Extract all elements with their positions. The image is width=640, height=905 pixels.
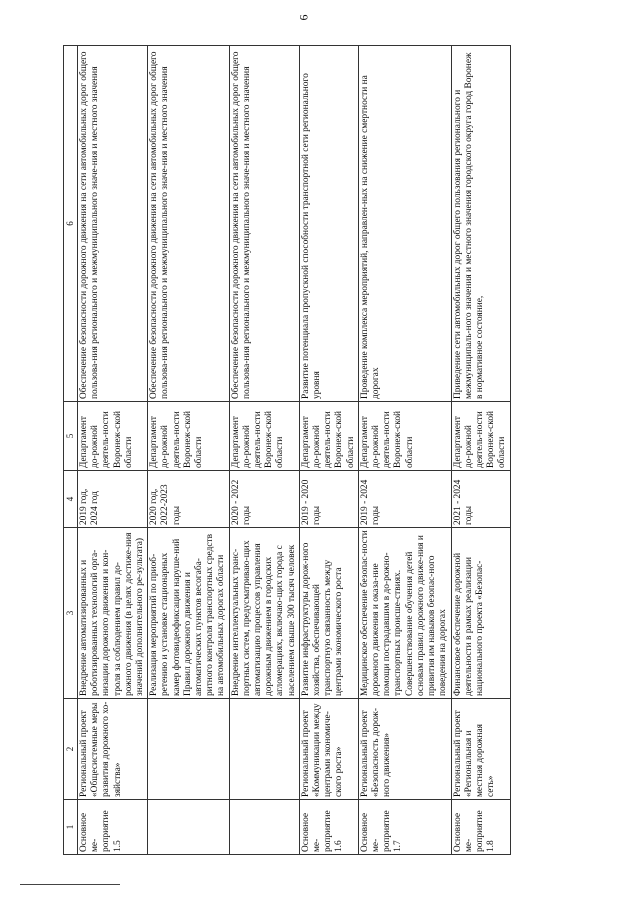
expected-result: Обеспечение безопасности дорожного движения на сети автомобильных дорог общего пользова-ния регионального и межмуниципального значе-ния и местного значения <box>148 46 229 402</box>
period: 2019 - 2020 годы <box>299 471 358 528</box>
table-row <box>451 46 510 855</box>
expected-result: Проведение комплекса мероприятий, направлен-ных на снижение смертности на дорогах <box>358 46 451 402</box>
period: 2019 - 2024 годы <box>358 471 451 528</box>
regional-project: Региональный проект «Коммуникации между центрами экономиче-ского роста» <box>299 699 358 800</box>
responsible: Департамент до-рожной деятель-ности Воронеж-ской области <box>229 402 299 471</box>
period: 2020 - 2022 годы <box>229 471 299 528</box>
page-number: 6 <box>296 14 311 21</box>
column-header-3: 3 <box>64 528 78 699</box>
activity-number: Основное ме-роприятие 1.8 <box>451 800 510 855</box>
period: 2019 год, 2024 год <box>78 471 148 528</box>
responsible: Департамент до-рожной деятель-ности Воронеж-ской области <box>451 402 510 471</box>
regional-project <box>148 699 229 800</box>
responsible: Департамент до-рожной деятель-ности Воронеж-ской области <box>78 402 148 471</box>
responsible: Департамент до-рожной деятель-ности Воронеж-ской области <box>299 402 358 471</box>
regional-project: Региональный проект «Общесистемные меры развития дорожного хо-зяйства» <box>78 699 148 800</box>
expected-result: Обеспечение безопасности дорожного движения на сети автомобильных дорог общего пользова-ния регионального и межмуниципального значе-ния и местного значения <box>78 46 148 402</box>
table-row <box>78 46 148 855</box>
activity-description: Внедрение интеллектуальных транс-портных систем, предусматриваю-щих автоматизацию процессов управления дорожным движением в городских агломерациях, включаю-щих города с населением свыше 300 тысяч человек <box>229 528 299 699</box>
regional-project: Региональный проект «Региональная и местная дорожная сеть» <box>451 699 510 800</box>
footnote-divider <box>20 884 120 885</box>
header-row <box>64 46 78 855</box>
activity-description: Реализация мероприятий по приоб-ретению и установке стационарных камер фотовидеофиксации наруше-ний Правил дорожного движения и автоматических пунктов весогаба-ритного контроля транспортных средств на автомобильных дорогах области <box>148 528 229 699</box>
column-header-1: 1 <box>64 800 78 855</box>
activity-description: Финансовое обеспечение дорожной деятельности в рамках реализации национального проекта «Безопас- <box>451 528 510 699</box>
responsible: Департамент до-рожной деятель-ности Воронеж-ской области <box>358 402 451 471</box>
period: 2020 год, 2022-2023 годы <box>148 471 229 528</box>
rotated-table-container <box>63 45 583 855</box>
expected-result: Развитие потенциала пропускной способности транспортной сети регионального уровня <box>299 46 358 402</box>
column-header-2: 2 <box>64 699 78 800</box>
activity-number: Основное ме-роприятие 1.7 <box>358 800 451 855</box>
regional-project <box>229 699 299 800</box>
responsible: Департамент до-рожной деятель-ности Воронеж-ской области <box>148 402 229 471</box>
column-header-6: 6 <box>64 46 78 402</box>
period: 2021 - 2024 годы <box>451 471 510 528</box>
column-header-4: 4 <box>64 471 78 528</box>
table-row <box>299 46 358 855</box>
activity-number: Основное ме-роприятие 1.6 <box>299 800 358 855</box>
column-header-5: 5 <box>64 402 78 471</box>
activity-number <box>148 800 229 855</box>
table-row <box>229 46 299 855</box>
table-row <box>148 46 229 855</box>
activity-description: Внедрение автоматизированных и роботизированных технологий орга-низации дорожного движения и кон-троля за соблюдением правил до-рожного движения (в целях достиже-ния значений дополнительного ре-зультата) <box>78 528 148 699</box>
expected-result: Приведение сети автомобильных дорог общего пользования регионального и межмуниципаль-ного значения и местного значения городского округа город Воронеж в нормативное состояние, <box>451 46 510 402</box>
activity-description: Медицинское обеспечение безопас-ности дорожного движения и оказа-ние помощи пострадавшим в до-рожно-транспортных происше-ствиях. Совершенствование обучения детей основам правил дорожного движе-ния и привития им навыков безопас-ного поведения на дорогах <box>358 528 451 699</box>
table-row <box>358 46 451 855</box>
activity-number <box>229 800 299 855</box>
expected-result: Обеспечение безопасности дорожного движения на сети автомобильных дорог общего пользова-ния регионального и межмуниципального значе-ния и местного значения <box>229 46 299 402</box>
activity-number: Основное ме-роприятие 1.5 <box>78 800 148 855</box>
activities-table <box>63 45 511 855</box>
regional-project: Региональный проект «Безопасность дорож-ного движения» <box>358 699 451 800</box>
activity-description: Развитие инфраструктуры дорож-ного хозяйства, обеспечивающей транспортную связанность между центрами экономического роста <box>299 528 358 699</box>
